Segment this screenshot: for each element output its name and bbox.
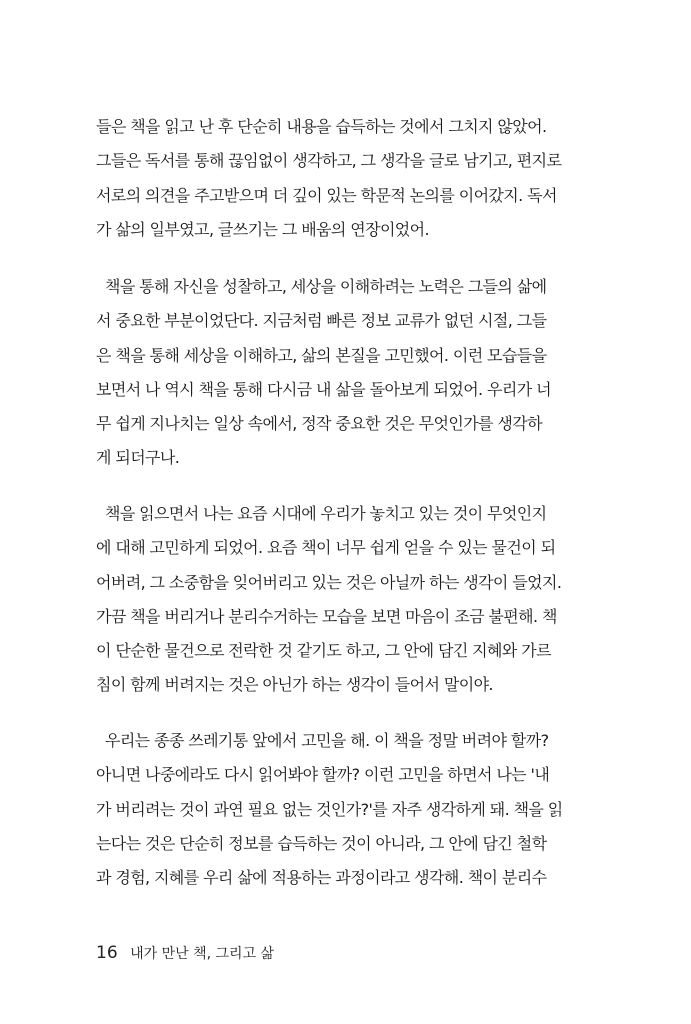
text-line: 가 삶의 일부였고, 글쓰기는 그 배움의 연장이었어. (96, 219, 430, 239)
text-line: 이 단순한 물건으로 전락한 것 같기도 하고, 그 안에 담긴 지혜와 가르 (96, 641, 551, 661)
text-line: 과 경험, 지혜를 우리 삶에 적용하는 과정이라고 생각해. 책이 분리수 (96, 868, 547, 888)
paragraph-1 (96, 110, 582, 247)
text-line: 는다는 것은 단순히 정보를 습득하는 것이 아니라, 그 안에 담긴 철학 (96, 833, 547, 853)
text-line: 아니면 나중에라도 다시 읽어봐야 할까? 이런 고민을 하면서 나는 '내 (96, 765, 550, 785)
page-footer (96, 943, 274, 963)
page-number: 16 (96, 943, 118, 963)
text-line: 들은 책을 읽고 난 후 단순히 내용을 습득하는 것에서 그치지 않았어. (96, 117, 547, 136)
running-title: 내가 만난 책, 그리고 삶 (130, 946, 275, 962)
text-line: 우리는 종종 쓰레기통 앞에서 고민을 해. 이 책을 정말 버려야 할까? (96, 731, 549, 750)
paragraph-2 (96, 270, 582, 476)
text-line: 게 되더구나. (96, 448, 180, 468)
text-line: 그들은 독서를 통해 끊임없이 생각하고, 그 생각을 글로 남기고, 편지로 (96, 151, 562, 171)
text-line: 침이 함께 버려지는 것은 아닌가 하는 생각이 들어서 말이야. (96, 675, 493, 695)
text-line: 책을 통해 자신을 성찰하고, 세상을 이해하려는 노력은 그들의 삶에 (96, 277, 547, 296)
paragraph-4 (96, 724, 582, 895)
paragraph-3 (96, 497, 582, 703)
text-line: 서 중요한 부분이었단다. 지금처럼 빠른 정보 교류가 없던 시절, 그들 (96, 311, 547, 331)
text-line: 어버려, 그 소중함을 잊어버리고 있는 것은 아닐까 하는 생각이 들었지. (96, 572, 562, 592)
text-line: 가 버리려는 것이 과연 필요 없는 것인가?'를 자주 생각하게 돼. 책을 읽 (96, 799, 563, 819)
text-line: 책을 읽으면서 나는 요즘 시대에 우리가 놓치고 있는 것이 무엇인지 (96, 504, 547, 523)
text-line: 은 책을 통해 세상을 이해하고, 삶의 본질을 고민했어. 이런 모습들을 (96, 345, 547, 365)
text-line: 무 쉽게 지나치는 일상 속에서, 정작 중요한 것은 무엇인가를 생각하 (96, 414, 542, 434)
text-line: 보면서 나 역시 책을 통해 다시금 내 삶을 돌아보게 되었어. 우리가 너 (96, 379, 551, 399)
text-line: 에 대해 고민하게 되었어. 요즘 책이 너무 쉽게 얻을 수 있는 물건이 되 (96, 538, 556, 558)
text-line: 서로의 의견을 주고받으며 더 깊이 있는 학문적 논의를 이어갔지. 독서 (96, 185, 557, 205)
text-line: 가끔 책을 버리거나 분리수거하는 모습을 보면 마음이 조금 불편해. 책 (96, 606, 557, 626)
